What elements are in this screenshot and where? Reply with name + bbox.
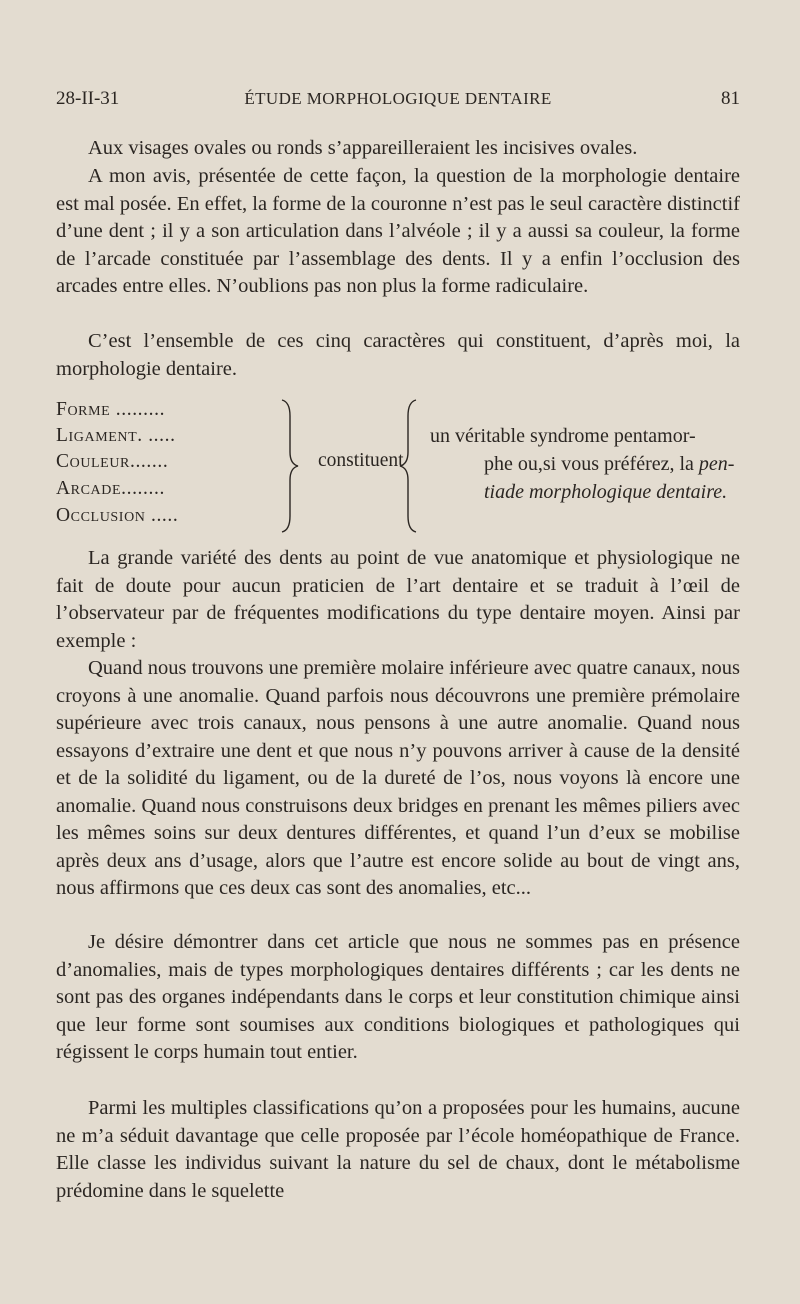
term-occlusion: Occlusion ..... xyxy=(56,505,179,526)
term-couleur: Couleur....... xyxy=(56,451,169,472)
header-date: 28-II-31 xyxy=(56,88,120,109)
term-arcade: Arcade........ xyxy=(56,478,165,499)
term-forme: Forme ......... xyxy=(56,399,166,420)
conclusion-line-2-italic: pen- xyxy=(698,453,735,475)
left-brace-icon xyxy=(278,398,302,534)
paragraph-4: La grande variété des dents au point de vue anatomique et physiologique ne fait de doute pour aucun praticien de l’art dentaire et se traduit à l’œil de l’observateur par de fréquentes modifications du type dentaire moyen. Ainsi par exemple : xyxy=(56,547,740,652)
header-title: ÉTUDE MORPHOLOGIQUE DENTAIRE xyxy=(244,89,552,108)
paragraph-2: A mon avis, présentée de cette façon, la question de la morphologie dentaire est mal posée. En effet, la forme de la couronne n’est pas le seul caractère distinctif d’une dent ; il y a son articulation dans l’alvéole ; il y a aussi sa couleur, la forme de l’arcade constituée par l’assemblage des dents. Il y a enfin l’occlusion des arcades entre elles. N’oublions pas non plus la forme radiculaire. xyxy=(56,165,740,297)
conclusion-line-2-plain: phe ou,si vous préférez, la xyxy=(484,453,699,475)
running-header xyxy=(56,88,740,112)
conclusion-line-2 xyxy=(430,450,750,478)
paragraph-7: Parmi les multiples classifications qu’on a proposées pour les humains, aucune ne m’a séduit davantage que celle proposée par l’école homéopathique de France. Elle classe les individus suivant la nature du sel de chaux, dont le métabolisme prédomine dans le squelette xyxy=(56,1097,740,1202)
table-conclusion xyxy=(430,422,750,506)
term-ligament: Ligament. ..... xyxy=(56,425,176,446)
paragraph-5: Quand nous trouvons une première molaire inférieure avec quatre canaux, nous croyons à une anomalie. Quand parfois nous découvrons une première prémolaire supérieure avec trois canaux, nous pensons à une autre anomalie. Quand nous essayons d’extraire une dent et que nous n’y pouvons arriver à cause de la densité et de la solidité du ligament, ou de la dureté de l’os, nous voyons là encore une anomalie. Quand nous construisons deux bridges en prenant les mêmes piliers avec les mêmes soins sur deux dentures différentes, et quand l’un d’eux se mobilise après deux ans d’usage, alors que l’autre est encore solide au bout de vingt ans, nous affirmons que ces deux cas sont des anomalies, etc... xyxy=(56,657,740,899)
morphology-table xyxy=(56,398,746,538)
conclusion-line-1: un véritable syndrome pentamor- xyxy=(430,425,696,447)
paragraph-1: Aux visages ovales ou ronds s’appareilleraient les incisives ovales. xyxy=(88,137,638,159)
table-middle-word: constituent xyxy=(318,450,404,471)
paragraph-6: Je désire démontrer dans cet article que nous ne sommes pas en présence d’anomalies, mais de types morphologiques dentaires différents ; car les dents ne sont pas des organes indépendants dans le corps et leur constitution chimique ainsi que leur forme sont soumises aux conditions biologiques et pathologiques qui régissent le corps humain tout entier. xyxy=(56,931,740,1063)
right-brace-icon xyxy=(396,398,420,534)
paragraph-3: C’est l’ensemble de ces cinq caractères qui constituent, d’après moi, la morphologie dentaire. xyxy=(56,330,740,380)
page-number: 81 xyxy=(721,88,740,109)
conclusion-line-3: tiade morphologique dentaire. xyxy=(484,481,728,503)
